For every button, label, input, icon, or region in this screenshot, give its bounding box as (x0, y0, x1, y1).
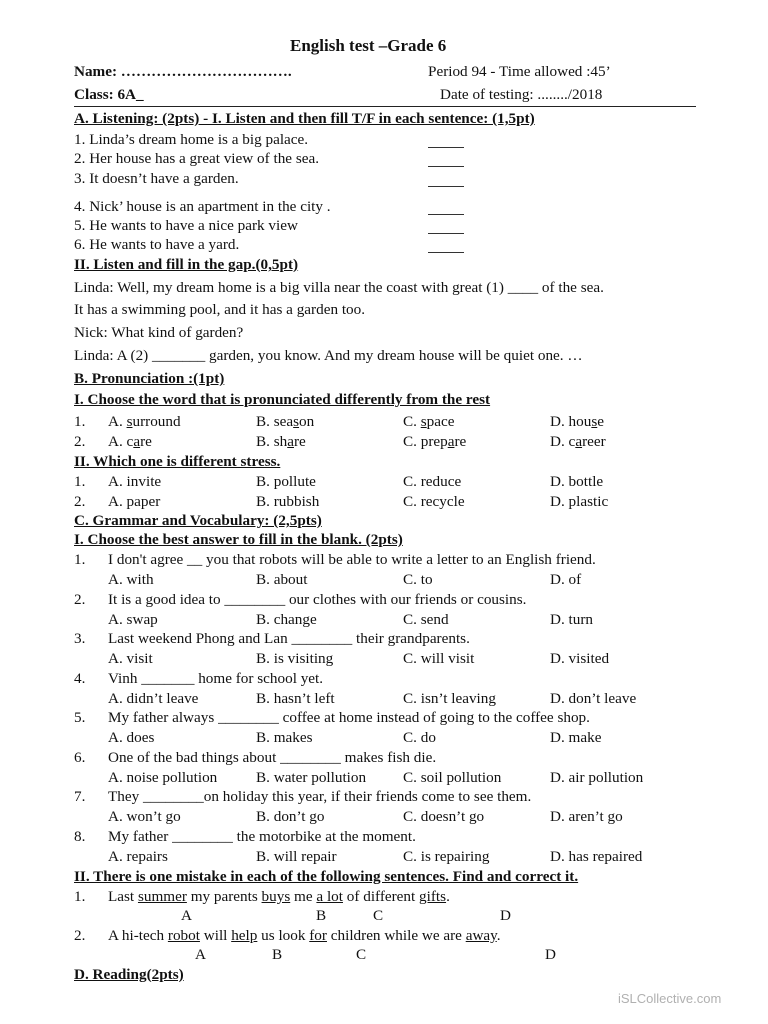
reading-heading: D. Reading(2pts) (74, 966, 184, 983)
mistake-sentence: A hi-tech robot will help us look for children while we are away. (108, 927, 501, 944)
question-text: They ________on holiday this year, if their friends come to see them. (108, 788, 532, 805)
tf-answer-blank[interactable] (428, 214, 464, 215)
option-a[interactable]: A. repairs (108, 847, 168, 865)
option-d[interactable]: D. of (550, 571, 582, 588)
option-c[interactable]: C. will visit (403, 650, 475, 667)
question-number: 4. (74, 669, 86, 687)
name-label: Name: ……………………………. (74, 63, 292, 80)
question-number: 2. (74, 493, 86, 510)
mistake-sentence: Last summer my parents buys me a lot of different gifts. (108, 888, 450, 905)
tf-statement: 2. Her house has a great view of the sea. (74, 150, 320, 167)
option-c[interactable]: C. prepare (403, 433, 467, 450)
option-d[interactable]: D. aren’t go (550, 808, 623, 825)
option-b[interactable]: B. change (256, 610, 317, 628)
gap-line: Linda: A (2) _______ garden, you know. And my dream house will be quiet one. … (74, 347, 583, 364)
question-text: It is a good idea to ________ our clothes with our friends or cousins. (108, 590, 527, 608)
option-a[interactable]: A. noise pollution (108, 768, 218, 786)
question-text: Last weekend Phong and Lan ________ their grandparents. (108, 630, 470, 647)
option-c[interactable]: C. send (403, 610, 449, 628)
option-a[interactable]: A. won’t go (108, 808, 181, 825)
option-b[interactable]: B. share (256, 433, 306, 450)
question-text: Vinh _______ home for school yet. (108, 669, 324, 687)
option-d[interactable]: D. air pollution (550, 768, 644, 786)
question-number: 1. (74, 888, 86, 905)
option-b[interactable]: B. water pollution (256, 768, 367, 786)
option-d[interactable]: D. make (550, 729, 602, 746)
tf-statement: 5. He wants to have a nice park view (74, 217, 298, 234)
option-c[interactable]: C. space (403, 413, 455, 430)
mistake-letter[interactable]: C (356, 946, 367, 963)
option-c[interactable]: C. recycle (403, 493, 465, 510)
question-text: My father ________ the motorbike at the moment. (108, 827, 416, 845)
grammar-heading: C. Grammar and Vocabulary: (2,5pts) (74, 512, 322, 529)
option-b[interactable]: B. will repair (256, 847, 337, 865)
option-d[interactable]: D. plastic (550, 493, 609, 510)
question-number: 1. (74, 473, 86, 490)
question-number: 5. (74, 709, 86, 726)
question-number: 2. (74, 927, 86, 944)
option-a[interactable]: A. visit (108, 650, 153, 667)
tf-answer-blank[interactable] (428, 252, 464, 253)
option-a[interactable]: A. invite (108, 473, 162, 490)
header-divider (74, 106, 696, 107)
option-b[interactable]: B. rubbish (256, 493, 320, 510)
option-d[interactable]: D. has repaired (550, 847, 643, 865)
question-number: 6. (74, 748, 86, 766)
tf-answer-blank[interactable] (428, 147, 464, 148)
question-number: 3. (74, 630, 86, 647)
question-number: 1. (74, 413, 86, 430)
listening-heading: A. Listening: (2pts) - I. Listen and then fill T/F in each sentence: (1,5pt) (74, 110, 535, 127)
option-d[interactable]: D. visited (550, 650, 610, 667)
tf-statement: 1. Linda’s dream home is a big palace. (74, 131, 309, 148)
option-b[interactable]: B. hasn’t left (256, 689, 335, 707)
option-a[interactable]: A. care (108, 433, 152, 450)
option-d[interactable]: D. bottle (550, 473, 604, 490)
tf-statement: 6. He wants to have a yard. (74, 236, 240, 253)
tf-statement: 3. It doesn’t have a garden. (74, 170, 239, 187)
mistake-letter[interactable]: B (272, 946, 283, 963)
option-d[interactable]: D. career (550, 433, 606, 450)
mistake-letter[interactable]: D (545, 946, 556, 963)
option-c[interactable]: C. isn’t leaving (403, 689, 496, 707)
option-b[interactable]: B. makes (256, 729, 313, 746)
gap-line: Nick: What kind of garden? (74, 324, 244, 341)
question-text: My father always ________ coffee at home instead of going to the coffee shop. (108, 709, 590, 726)
option-c[interactable]: C. soil pollution (403, 768, 502, 786)
option-d[interactable]: D. house (550, 413, 605, 430)
option-a[interactable]: A. paper (108, 493, 161, 510)
mistake-subheading: II. There is one mistake in each of the following sentences. Find and correct it. (74, 868, 579, 885)
mistake-letter[interactable]: B (316, 907, 327, 924)
option-d[interactable]: D. turn (550, 610, 594, 628)
option-b[interactable]: B. don’t go (256, 808, 325, 825)
grammar-subheading: I. Choose the best answer to fill in the blank. (2pts) (74, 531, 403, 548)
tf-answer-blank[interactable] (428, 186, 464, 187)
option-b[interactable]: B. is visiting (256, 650, 334, 667)
option-b[interactable]: B. about (256, 571, 308, 588)
question-number: 1. (74, 551, 86, 568)
mistake-letter[interactable]: C (373, 907, 384, 924)
class-label: Class: 6A_ (74, 86, 144, 103)
option-b[interactable]: B. season (256, 413, 315, 430)
stress-subheading: II. Which one is different stress. (74, 453, 281, 470)
pronunciation-heading: B. Pronunciation :(1pt) (74, 370, 225, 387)
option-a[interactable]: A. didn’t leave (108, 689, 199, 707)
tf-answer-blank[interactable] (428, 233, 464, 234)
mistake-letter[interactable]: D (500, 907, 511, 924)
period-info: Period 94 - Time allowed :45’ (428, 63, 611, 80)
gap-line: It has a swimming pool, and it has a garden too. (74, 301, 366, 318)
question-text: I don't agree __ you that robots will be able to write a letter to an English friend. (108, 551, 596, 568)
option-c[interactable]: C. reduce (403, 473, 462, 490)
page-title: English test –Grade 6 (290, 36, 447, 55)
question-number: 2. (74, 433, 86, 450)
option-c[interactable]: C. do (403, 729, 436, 746)
question-number: 2. (74, 590, 86, 608)
option-a[interactable]: A. does (108, 729, 155, 746)
tf-answer-blank[interactable] (428, 166, 464, 167)
mistake-letter[interactable]: A (195, 946, 206, 963)
tf-statement: 4. Nick’ house is an apartment in the city . (74, 198, 331, 215)
option-c[interactable]: C. to (403, 571, 433, 588)
option-a[interactable]: A. with (108, 571, 154, 588)
date-info: Date of testing: ......../2018 (440, 86, 603, 103)
gap-line: Linda: Well, my dream home is a big villa near the coast with great (1) ____ of the sea. (74, 279, 604, 296)
watermark-logo: iSLCollective.com (618, 991, 722, 1006)
question-text: One of the bad things about ________ makes fish die. (108, 748, 437, 766)
mistake-letter[interactable]: A (181, 907, 192, 924)
option-c[interactable]: C. is repairing (403, 847, 490, 865)
gap-fill-heading: II. Listen and fill in the gap.(0,5pt) (74, 256, 299, 273)
question-number: 8. (74, 827, 86, 845)
option-a[interactable]: A. swap (108, 610, 158, 628)
pronunciation-subheading: I. Choose the word that is pronunciated differently from the rest (74, 391, 491, 408)
option-a[interactable]: A. surround (108, 413, 181, 430)
option-d[interactable]: D. don’t leave (550, 689, 637, 707)
question-number: 7. (74, 788, 86, 805)
option-b[interactable]: B. pollute (256, 473, 316, 490)
option-c[interactable]: C. doesn’t go (403, 808, 485, 825)
